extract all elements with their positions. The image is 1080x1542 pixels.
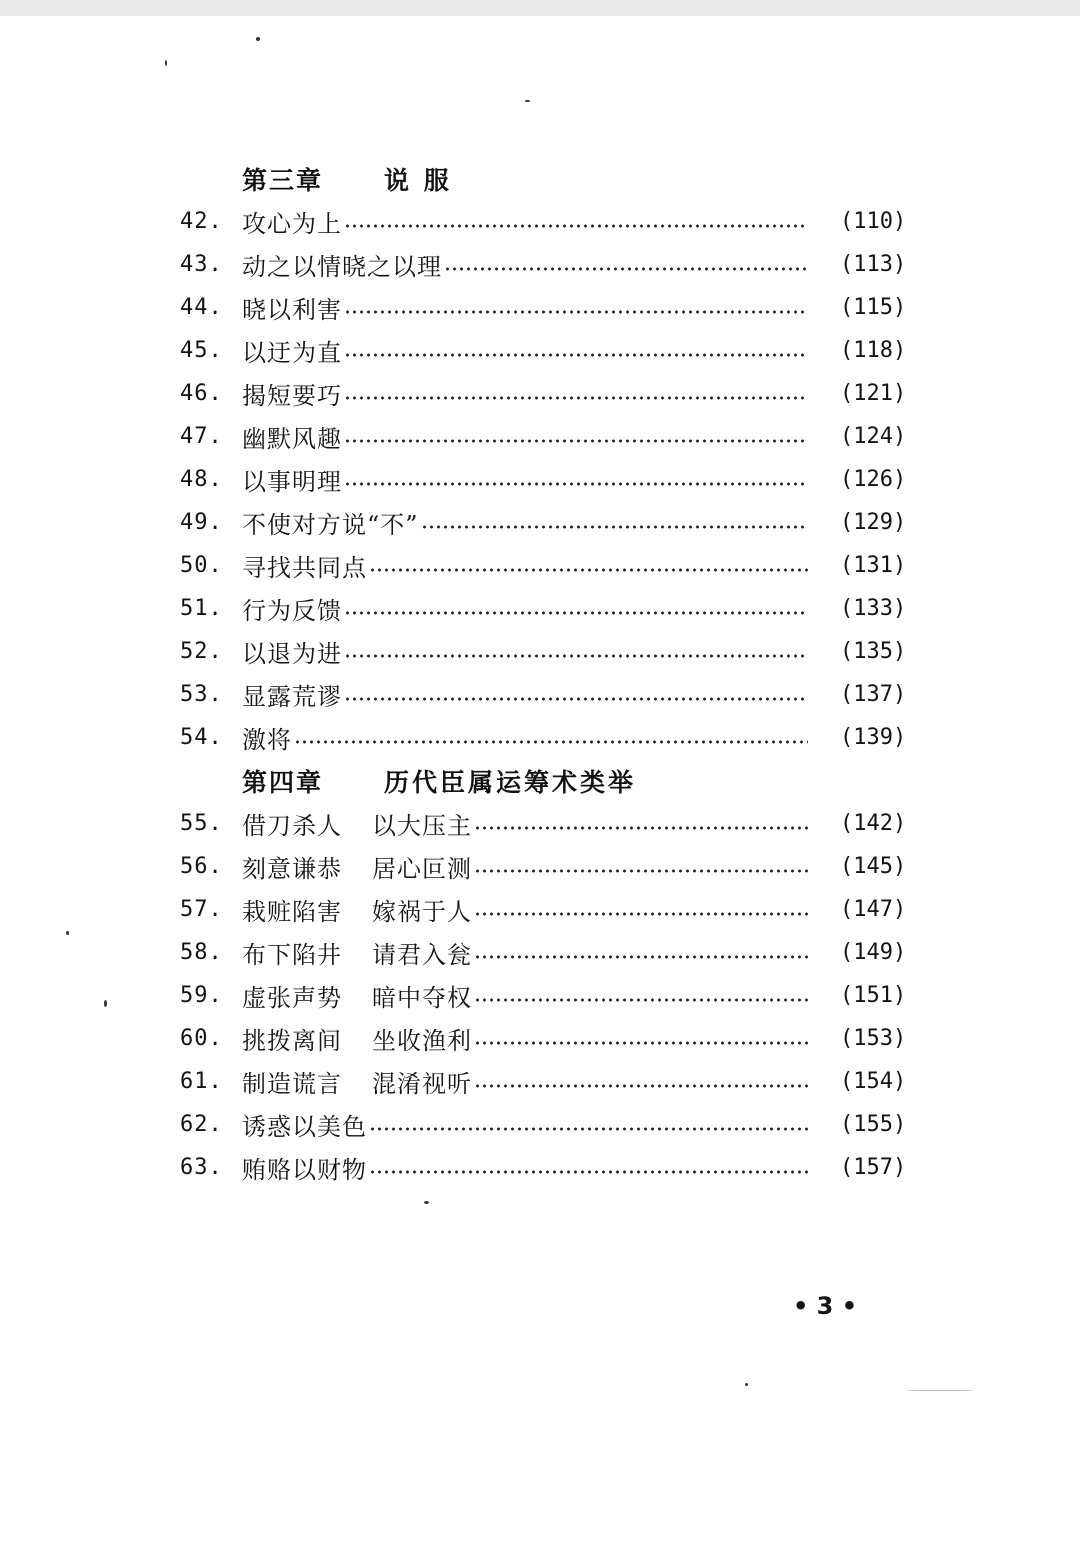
- entry-title: [242, 849, 472, 884]
- entry-number: 42.: [180, 209, 223, 234]
- toc-entry: [180, 974, 910, 1017]
- entry-title-part2: 坐收渔利: [372, 1027, 472, 1055]
- dot-leader: [344, 224, 808, 228]
- entry-title-part1: 挑拨离间: [242, 1027, 342, 1055]
- entry-title-part1: 激将: [242, 726, 292, 754]
- scan-speck: [256, 37, 260, 41]
- toc-entry: [180, 1017, 910, 1060]
- entry-title-part1: 虚张声势: [242, 984, 342, 1012]
- scan-speck: [905, 1390, 975, 1391]
- dot-leader: [344, 611, 808, 615]
- toc-entry: [180, 888, 910, 931]
- toc-entry: [180, 458, 910, 501]
- entry-title-part1: 刻意谦恭: [242, 855, 342, 883]
- entry-title-part1: 不使对方说“不”: [242, 511, 419, 539]
- entry-page-number: (121): [840, 381, 907, 406]
- entry-number: 62.: [180, 1112, 223, 1137]
- chapter-title: 说 服: [384, 165, 452, 195]
- toc-entry: [180, 501, 910, 544]
- toc-entry: [180, 286, 910, 329]
- chapter-3-entries: [180, 200, 910, 759]
- toc-entry: [180, 630, 910, 673]
- entry-title: [242, 892, 472, 927]
- entry-number: 60.: [180, 1026, 223, 1051]
- entry-number: 50.: [180, 553, 223, 578]
- dot-leader: [369, 1170, 808, 1174]
- dot-leader: [344, 482, 808, 486]
- entry-number: 58.: [180, 940, 223, 965]
- entry-title-part1: 显露荒谬: [242, 683, 342, 711]
- scan-speck: [525, 100, 530, 102]
- entry-page-number: (151): [840, 983, 907, 1008]
- entry-number: 61.: [180, 1069, 223, 1094]
- entry-title-part2: 居心叵测: [372, 855, 472, 883]
- chapter-number: 第三章: [242, 165, 324, 195]
- dot-leader: [421, 525, 808, 529]
- entry-title-part1: 晓以利害: [242, 296, 342, 324]
- entry-page-number: (137): [840, 682, 907, 707]
- toc-entry: [180, 243, 910, 286]
- entry-page-number: (129): [840, 510, 907, 535]
- entry-title-part1: 借刀杀人: [242, 812, 342, 840]
- entry-page-number: (124): [840, 424, 907, 449]
- entry-page-number: (149): [840, 940, 907, 965]
- toc-entry: [180, 329, 910, 372]
- entry-title-part1: 寻找共同点: [242, 554, 367, 582]
- entry-number: 48.: [180, 467, 223, 492]
- toc-entry: [180, 415, 910, 458]
- toc-entry: [180, 673, 910, 716]
- entry-title-part1: 攻心为上: [242, 210, 342, 238]
- entry-title-part2: 混淆视听: [372, 1070, 472, 1098]
- entry-title: [242, 634, 342, 669]
- entry-title: [242, 462, 342, 497]
- top-bar: [0, 0, 1080, 16]
- entry-title: [242, 548, 367, 583]
- table-of-contents: [180, 157, 910, 1189]
- entry-number: 47.: [180, 424, 223, 449]
- entry-title-part2: 嫁祸于人: [372, 898, 472, 926]
- dot-leader: [344, 396, 808, 400]
- entry-number: 55.: [180, 811, 223, 836]
- dot-leader: [444, 267, 808, 271]
- entry-title: [242, 591, 342, 626]
- entry-title-part1: 布下陷井: [242, 941, 342, 969]
- entry-page-number: (145): [840, 854, 907, 879]
- entry-title: [242, 1021, 472, 1056]
- page-number: • 3 •: [792, 1292, 858, 1320]
- entry-title: [242, 247, 442, 282]
- entry-title-part2: 暗中夺权: [372, 984, 472, 1012]
- dot-leader: [344, 439, 808, 443]
- entry-title: [242, 1107, 367, 1142]
- toc-entry: [180, 200, 910, 243]
- entry-title: [242, 720, 292, 755]
- toc-entry: [180, 1103, 910, 1146]
- entry-number: 46.: [180, 381, 223, 406]
- entry-title-part1: 动之以情晓之以理: [242, 253, 442, 281]
- entry-title: [242, 1064, 472, 1099]
- entry-title-part1: 诱惑以美色: [242, 1113, 367, 1141]
- entry-title-part1: 行为反馈: [242, 597, 342, 625]
- entry-title: [242, 806, 472, 841]
- entry-number: 57.: [180, 897, 223, 922]
- entry-page-number: (118): [840, 338, 907, 363]
- scan-speck: [745, 1383, 748, 1386]
- entry-page-number: (126): [840, 467, 907, 492]
- entry-title-part1: 以退为进: [242, 640, 342, 668]
- dot-leader: [474, 826, 808, 830]
- toc-entry: [180, 716, 910, 759]
- entry-title: [242, 1150, 367, 1185]
- dot-leader: [344, 697, 808, 701]
- entry-page-number: (147): [840, 897, 907, 922]
- entry-number: 63.: [180, 1155, 223, 1180]
- chapter-heading-3: [180, 157, 910, 200]
- toc-entry: [180, 845, 910, 888]
- entry-page-number: (135): [840, 639, 907, 664]
- entry-number: 51.: [180, 596, 223, 621]
- dot-leader: [474, 912, 808, 916]
- entry-page-number: (133): [840, 596, 907, 621]
- entry-title-part1: 以迂为直: [242, 339, 342, 367]
- dot-leader: [474, 869, 808, 873]
- entry-title: [242, 978, 472, 1013]
- dot-leader: [344, 353, 808, 357]
- dot-leader: [474, 1084, 808, 1088]
- entry-title: [242, 419, 342, 454]
- entry-title: [242, 333, 342, 368]
- toc-entry: [180, 1060, 910, 1103]
- chapter-heading-4: [180, 759, 910, 802]
- entry-title-part1: 以事明理: [242, 468, 342, 496]
- entry-title-part1: 揭短要巧: [242, 382, 342, 410]
- entry-number: 49.: [180, 510, 223, 535]
- entry-page-number: (154): [840, 1069, 907, 1094]
- entry-title: [242, 376, 342, 411]
- entry-title-part1: 贿赂以财物: [242, 1156, 367, 1184]
- dot-leader: [369, 1127, 808, 1131]
- entry-title-part1: 制造谎言: [242, 1070, 342, 1098]
- scan-speck: [165, 60, 167, 66]
- dot-leader: [344, 654, 808, 658]
- dot-leader: [474, 955, 808, 959]
- entry-page-number: (110): [840, 209, 907, 234]
- scan-speck: [104, 1000, 107, 1007]
- entry-page-number: (153): [840, 1026, 907, 1051]
- entry-page-number: (113): [840, 252, 907, 277]
- chapter-4-entries: [180, 802, 910, 1189]
- entry-page-number: (131): [840, 553, 907, 578]
- entry-number: 59.: [180, 983, 223, 1008]
- entry-number: 54.: [180, 725, 223, 750]
- dot-leader: [474, 1041, 808, 1045]
- toc-entry: [180, 931, 910, 974]
- toc-entry: [180, 802, 910, 845]
- dot-leader: [369, 568, 808, 572]
- entry-title: [242, 290, 342, 325]
- entry-page-number: (142): [840, 811, 907, 836]
- entry-title: [242, 935, 472, 970]
- entry-title: [242, 677, 342, 712]
- scan-speck: [66, 931, 69, 935]
- chapter-number: 第四章: [242, 767, 324, 797]
- entry-number: 53.: [180, 682, 223, 707]
- entry-title: [242, 505, 419, 540]
- entry-title-part2: 以大压主: [372, 812, 472, 840]
- toc-entry: [180, 1146, 910, 1189]
- dot-leader: [474, 998, 808, 1002]
- entry-number: 56.: [180, 854, 223, 879]
- entry-title: [242, 204, 342, 239]
- entry-title-part1: 栽赃陷害: [242, 898, 342, 926]
- entry-number: 44.: [180, 295, 223, 320]
- entry-title-part1: 幽默风趣: [242, 425, 342, 453]
- entry-number: 43.: [180, 252, 223, 277]
- toc-entry: [180, 544, 910, 587]
- entry-title-part2: 请君入瓮: [372, 941, 472, 969]
- toc-entry: [180, 587, 910, 630]
- toc-entry: [180, 372, 910, 415]
- entry-page-number: (139): [840, 725, 907, 750]
- dot-leader: [344, 310, 808, 314]
- entry-page-number: (155): [840, 1112, 907, 1137]
- entry-number: 52.: [180, 639, 223, 664]
- dot-leader: [294, 740, 808, 744]
- chapter-title: 历代臣属运筹术类举: [384, 767, 637, 797]
- entry-number: 45.: [180, 338, 223, 363]
- entry-page-number: (157): [840, 1155, 907, 1180]
- entry-page-number: (115): [840, 295, 907, 320]
- scan-speck: [424, 1201, 429, 1204]
